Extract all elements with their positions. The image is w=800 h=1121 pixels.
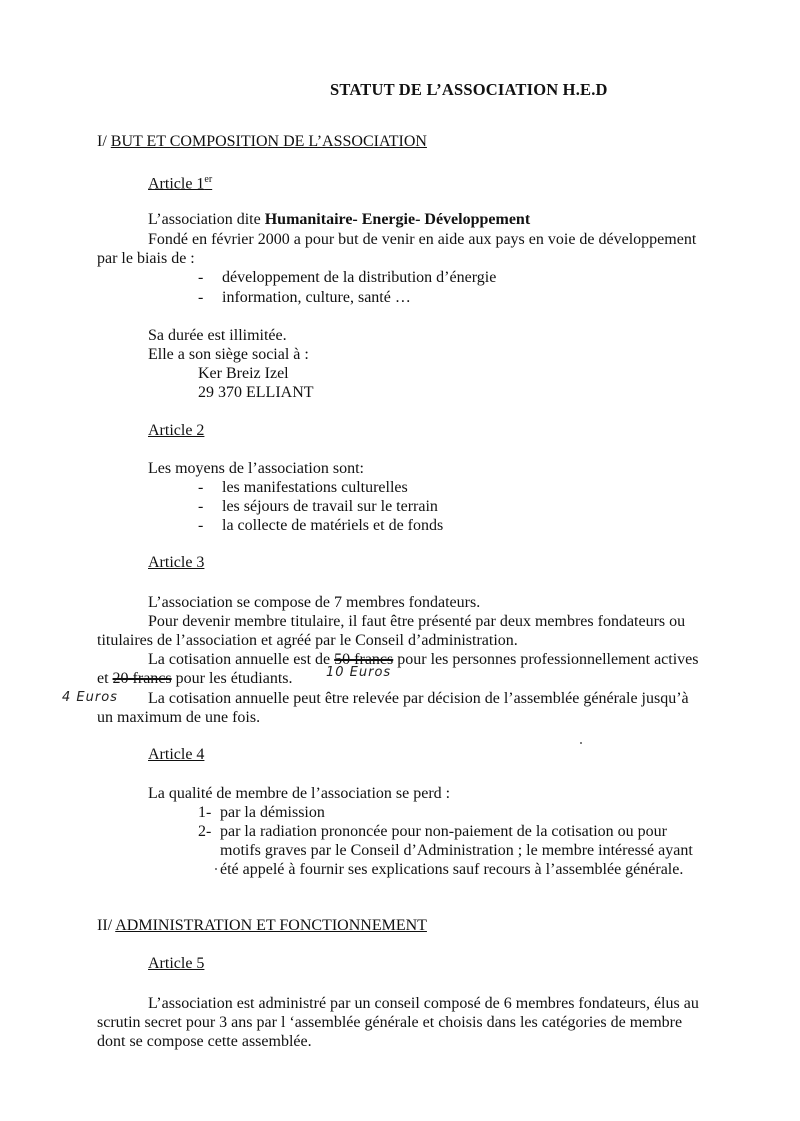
section-heading-1	[97, 132, 427, 152]
list-item: développement de la distribution d’énergie	[222, 269, 497, 286]
means-intro: Les moyens de l’association sont:	[148, 460, 364, 477]
article-3-heading: Article 3	[148, 554, 205, 571]
article-heading-sup: er	[204, 174, 213, 185]
fee-text-cont: pour les personnes professionnellement actives	[393, 651, 699, 668]
struck-amount: 20 francs	[112, 670, 172, 687]
bullet-dash: -	[198, 479, 204, 496]
list-item: la collecte de matériels et de fonds	[222, 517, 444, 534]
article-5-heading: Article 5	[148, 955, 205, 972]
council-line: L’association est administré par un conseil composé de 6 membres fondateurs, élus au	[148, 995, 699, 1012]
scan-speck	[215, 868, 217, 870]
article-1-heading	[148, 170, 212, 194]
means-line: par le biais de :	[97, 250, 195, 267]
loss-intro: La qualité de membre de l’association se perd :	[148, 785, 451, 802]
list-item: les manifestations culturelles	[222, 479, 408, 496]
bullet-dash: -	[198, 289, 204, 306]
bullet-dash: -	[198, 517, 204, 534]
article-4-heading: Article 4	[148, 746, 205, 763]
fee-text-cont: pour les étudiants.	[171, 670, 293, 687]
list-item-cont: été appelé à fournir ses explications sauf recours à l’assemblée générale.	[220, 861, 684, 878]
struck-amount: 50 francs	[334, 651, 394, 668]
fee-text: La cotisation annuelle est de	[148, 651, 335, 668]
article-heading-text: Article 1	[148, 175, 205, 193]
section-prefix: II/	[97, 917, 113, 934]
section-label: ADMINISTRATION ET FONCTIONNEMENT	[115, 917, 427, 934]
seat-line: Elle a son siège social à :	[148, 346, 309, 363]
section-prefix: I/	[97, 133, 107, 150]
handwritten-annotation: 10 Euros	[326, 665, 392, 680]
handwritten-annotation: 4 Euros	[62, 690, 118, 705]
bullet-dash: -	[198, 498, 204, 515]
fee-line	[148, 650, 699, 670]
membership-line-cont: titulaires de l’association et agréé par le Conseil d’administration.	[97, 632, 518, 649]
address-line-2: 29 370 ELLIANT	[198, 384, 314, 401]
list-item-cont: motifs graves par le Conseil d’Administration ; le membre intéressé ayant	[220, 842, 693, 859]
list-item: information, culture, santé …	[222, 289, 411, 306]
address-line-1: Ker Breiz Izel	[198, 365, 289, 382]
list-number: 2-	[198, 823, 212, 840]
list-item: les séjours de travail sur le terrain	[222, 498, 438, 515]
council-line-cont: scrutin secret pour 3 ans par l ‘assemblée générale et choisis dans les catégories de membre	[97, 1014, 683, 1031]
list-item: par la démission	[220, 804, 325, 821]
name-prefix: L’association dite	[148, 211, 265, 228]
council-line-end: dont se compose cette assemblée.	[97, 1033, 312, 1050]
members-line: L’association se compose de 7 membres fondateurs.	[148, 594, 481, 611]
article-2-heading: Article 2	[148, 422, 205, 439]
fee-text: et	[97, 670, 113, 687]
section-heading-2	[97, 916, 427, 936]
section-label: BUT ET COMPOSITION DE L’ASSOCIATION	[110, 133, 427, 150]
list-item: par la radiation prononcée pour non-paiement de la cotisation ou pour	[220, 823, 667, 840]
scan-speck	[580, 742, 582, 744]
founded-line: Fondé en février 2000 a pour but de venir en aide aux pays en voie de développement	[148, 231, 697, 248]
fee-student-line	[97, 669, 293, 689]
document-title: STATUT DE L’ASSOCIATION H.E.D	[330, 80, 608, 99]
duration-line: Sa durée est illimitée.	[148, 327, 287, 344]
bullet-dash: -	[198, 269, 204, 286]
association-name-line	[148, 210, 530, 230]
fee-raise-line-cont: un maximum de une fois.	[97, 709, 261, 726]
list-number: 1-	[198, 804, 212, 821]
membership-line: Pour devenir membre titulaire, il faut être présenté par deux membres fondateurs ou	[148, 613, 686, 630]
fee-raise-line: La cotisation annuelle peut être relevée par décision de l’assemblée générale jusqu’à	[148, 690, 689, 707]
association-name: Humanitaire- Energie- Développement	[264, 211, 531, 228]
